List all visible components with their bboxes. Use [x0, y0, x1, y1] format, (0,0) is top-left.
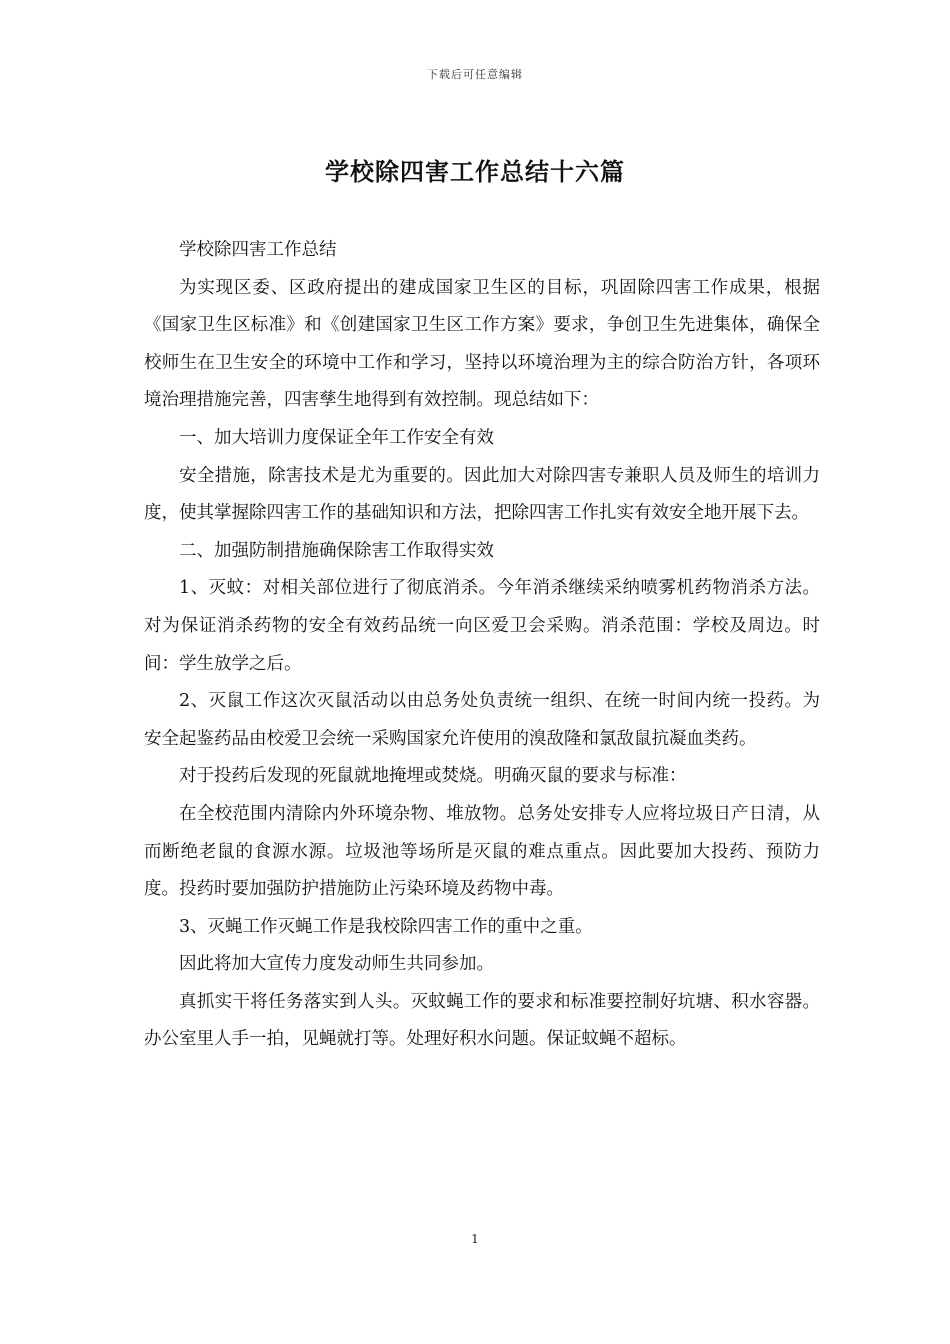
section-heading: 一、加大培训力度保证全年工作安全有效	[179, 427, 494, 448]
document-body	[144, 232, 820, 1059]
paragraph: 3、灭蝇工作灭蝇工作是我校除四害工作的重中之重。	[179, 916, 593, 937]
paragraph: 对于投药后发现的死鼠就地掩埋或焚烧。明确灭鼠的要求与标准：	[179, 766, 687, 787]
paragraph: 1、灭蚊：对相关部位进行了彻底消杀。今年消杀继续采纳喷雾机药物消杀方法。对为保证消杀药物的安全有效药品统一向区爱卫会采购。消杀范围：学校及周边。时间：学生放学之后。	[144, 578, 820, 674]
page-number: 1	[471, 1232, 479, 1246]
paragraph: 安全措施，除害技术是尤为重要的。因此加大对除四害专兼职人员及师生的培训力度，使其掌握除四害工作的基础知识和方法，把除四害工作扎实有效安全地开展下去。	[144, 465, 820, 524]
paragraph: 在全校范围内清除内外环境杂物、堆放物。总务处安排专人应将垃圾日产日清，从而断绝老鼠的食源水源。垃圾池等场所是灭鼠的难点重点。因此要加大投药、预防力度。投药时要加强防护措施防止污染环境及药物中毒。	[144, 803, 820, 900]
document-title: 学校除四害工作总结十六篇	[325, 157, 625, 186]
paragraph: 因此将加大宣传力度发动师生共同参加。	[179, 954, 494, 975]
paragraph: 真抓实干将任务落实到人头。灭蚊蝇工作的要求和标准要控制好坑塘、积水容器。办公室里人手一拍，见蝇就打等。处理好积水问题。保证蚊蝇不超标。	[144, 991, 820, 1050]
paragraph: 为实现区委、区政府提出的建成国家卫生区的目标，巩固除四害工作成果，根据《国家卫生区标准》和《创建国家卫生区工作方案》要求，争创卫生先进集体，确保全校师生在卫生安全的环境中工作和学习，坚持以环境治理为主的综合防治方针，各项环境治理措施完善，四害孳生地得到有效控制。现总结如下：	[144, 277, 820, 411]
section-heading: 二、加强防制措施确保除害工作取得实效	[179, 540, 494, 561]
header-note: 下载后可任意编辑	[427, 68, 523, 81]
paragraph: 2、灭鼠工作这次灭鼠活动以由总务处负责统一组织、在统一时间内统一投药。为安全起鉴药品由校爱卫会统一采购国家允许使用的溴敌隆和氯敌鼠抗凝血类药。	[144, 691, 820, 749]
section-heading: 学校除四害工作总结	[179, 240, 337, 260]
